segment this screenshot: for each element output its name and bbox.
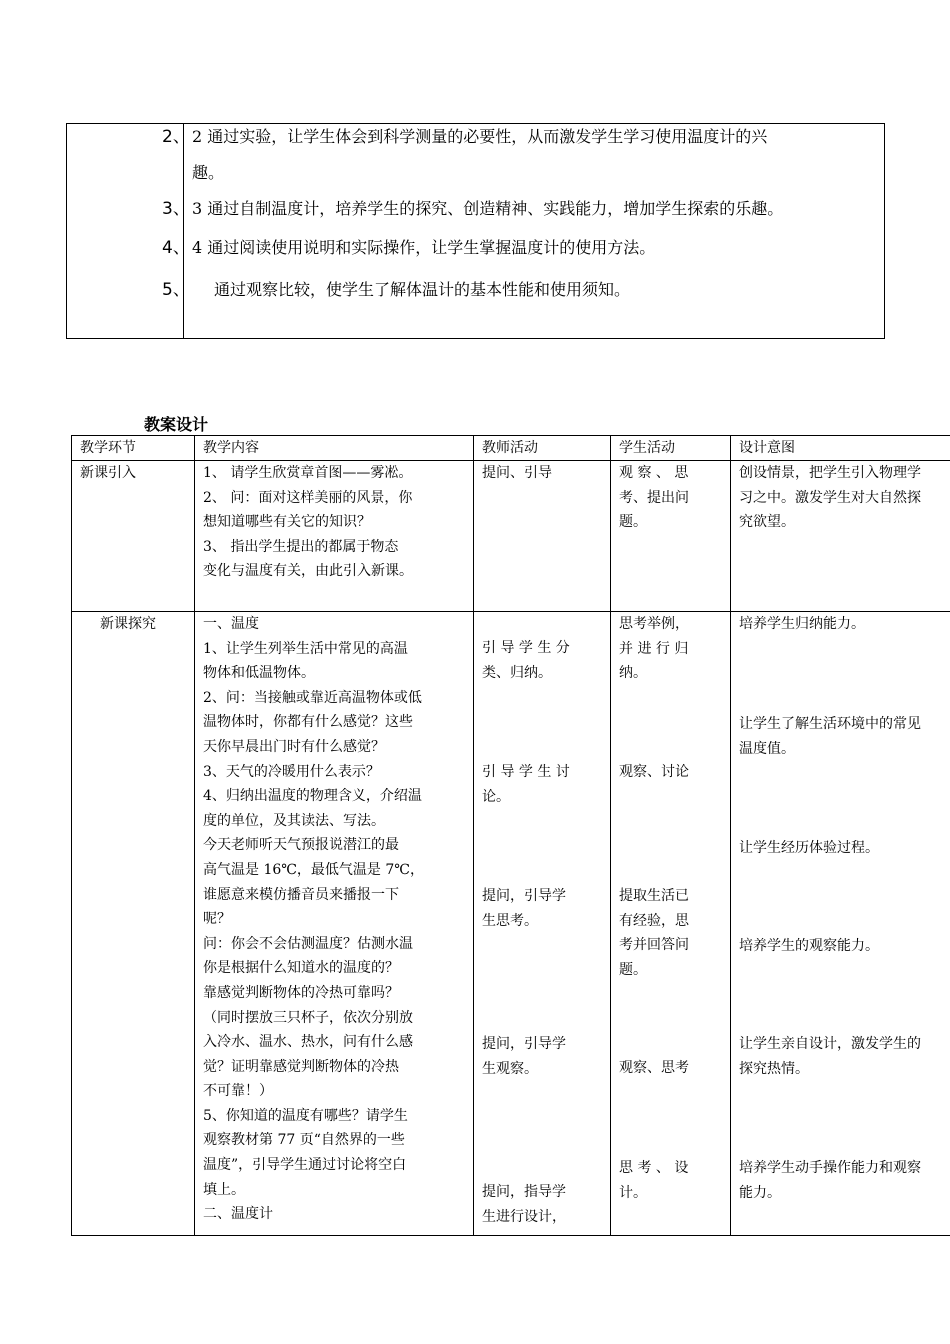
- teacher-cell: [474, 612, 611, 1236]
- stage-cell: 新课引入: [72, 461, 195, 612]
- objective-text: 3 通过自制温度计，培养学生的探究、创造精神、实践能力，增加学生探索的乐趣。: [192, 199, 784, 218]
- teacher-note: 提问，指导学 生进行设计，: [482, 1184, 566, 1225]
- column-divider: [183, 124, 184, 338]
- header-stage: 教学环节: [72, 436, 195, 461]
- objective-text: 2 通过实验，让学生体会到科学测量的必要性，从而激发学生学习使用温度计的兴 趣。: [192, 127, 768, 182]
- table-header-row: [72, 436, 950, 461]
- student-cell: 观 察 、 思 考、提出问 题。: [611, 461, 731, 612]
- header-intent: 设计意图: [731, 436, 950, 461]
- intent-cell: 创设情景，把学生引入物理学 习之中。激发学生对大自然探 究欲望。: [731, 461, 950, 612]
- content-cell: 一、温度 1、让学生列举生活中常见的高温 物体和低温物体。 2、问：当接触或靠近高温物体或低 温物体时，你都有什么感觉？这些 天你早晨出门时有什么感觉？ 3、天气的冷暖用什么表示？ 4、归纳出温度的物理含义，介绍温 度的单位，及其读法、写法。 今天老师听天气预报说潜江的最 高气温是 16℃，最低气温是 7℃， 谁愿意来模仿播音员来播报一下 呢？ 问：你会不会估测温度？估测水温 你是根据什么知道水的温度的？ 靠感觉判断物体的冷热可靠吗？ （同时摆放三只杯子，依次分别放 入冷水、温水、热水，问有什么感 觉？证明靠感觉判断物体的冷热 不可靠！） 5、你知道的温度有哪些？请学生 观察教材第 77 页“自然界的一些 温度”，引导学生通过讨论将空白 填上。 二、温度计: [195, 612, 474, 1236]
- table-row: [72, 612, 950, 1236]
- objective-number: 4、: [162, 238, 190, 258]
- student-note: 观察、讨论: [619, 764, 689, 780]
- intent-note: 让学生经历体验过程。: [739, 840, 879, 856]
- teacher-note: 引 导 学 生 分 类、归纳。: [482, 640, 570, 681]
- teacher-note: 提问，引导学 生观察。: [482, 1036, 566, 1077]
- header-student: 学生活动: [611, 436, 731, 461]
- content-cell: 1、 请学生欣赏章首图——雾凇。 2、 问：面对这样美丽的风景，你 想知道哪些有关它的知识？ 3、 指出学生提出的都属于物态 变化与温度有关，由此引入新课。: [195, 461, 474, 612]
- stage-cell: 新课探究: [72, 612, 195, 1236]
- objective-number: 5、: [162, 280, 190, 300]
- table-row: [72, 461, 950, 612]
- lesson-plan-table: [71, 435, 950, 1236]
- student-cell: [611, 612, 731, 1236]
- objective-text: 4 通过阅读使用说明和实际操作，让学生掌握温度计的使用方法。: [192, 238, 656, 257]
- teacher-note: 引 导 学 生 讨 论。: [482, 764, 570, 805]
- intent-note: 培养学生的观察能力。: [739, 938, 879, 954]
- objective-number: 3、: [162, 199, 190, 219]
- header-content: 教学内容: [195, 436, 474, 461]
- student-note: 观察、思考: [619, 1060, 689, 1076]
- teacher-note: 提问，引导学 生思考。: [482, 888, 566, 929]
- section-title: 教案设计: [144, 415, 209, 434]
- intent-note: 让学生亲自设计，激发学生的 探究热情。: [739, 1036, 921, 1077]
- student-note: 思考举例， 并 进 行 归 纳。: [619, 616, 689, 682]
- header-teacher: 教师活动: [474, 436, 611, 461]
- student-note: 思 考 、 设 计。: [619, 1160, 689, 1201]
- teacher-cell: 提问、引导: [474, 461, 611, 612]
- intent-note: 让学生了解生活环境中的常见 温度值。: [739, 716, 921, 757]
- student-note: 提取生活已 有经验，思 考并回答问 题。: [619, 888, 689, 978]
- intent-cell: [731, 612, 950, 1236]
- intent-note: 培养学生动手操作能力和观察 能力。: [739, 1160, 921, 1201]
- objective-text: 通过观察比较，使学生了解体温计的基本性能和使用须知。: [214, 280, 631, 299]
- objective-number: 2、: [162, 127, 190, 147]
- intent-note: 培养学生归纳能力。: [739, 616, 865, 632]
